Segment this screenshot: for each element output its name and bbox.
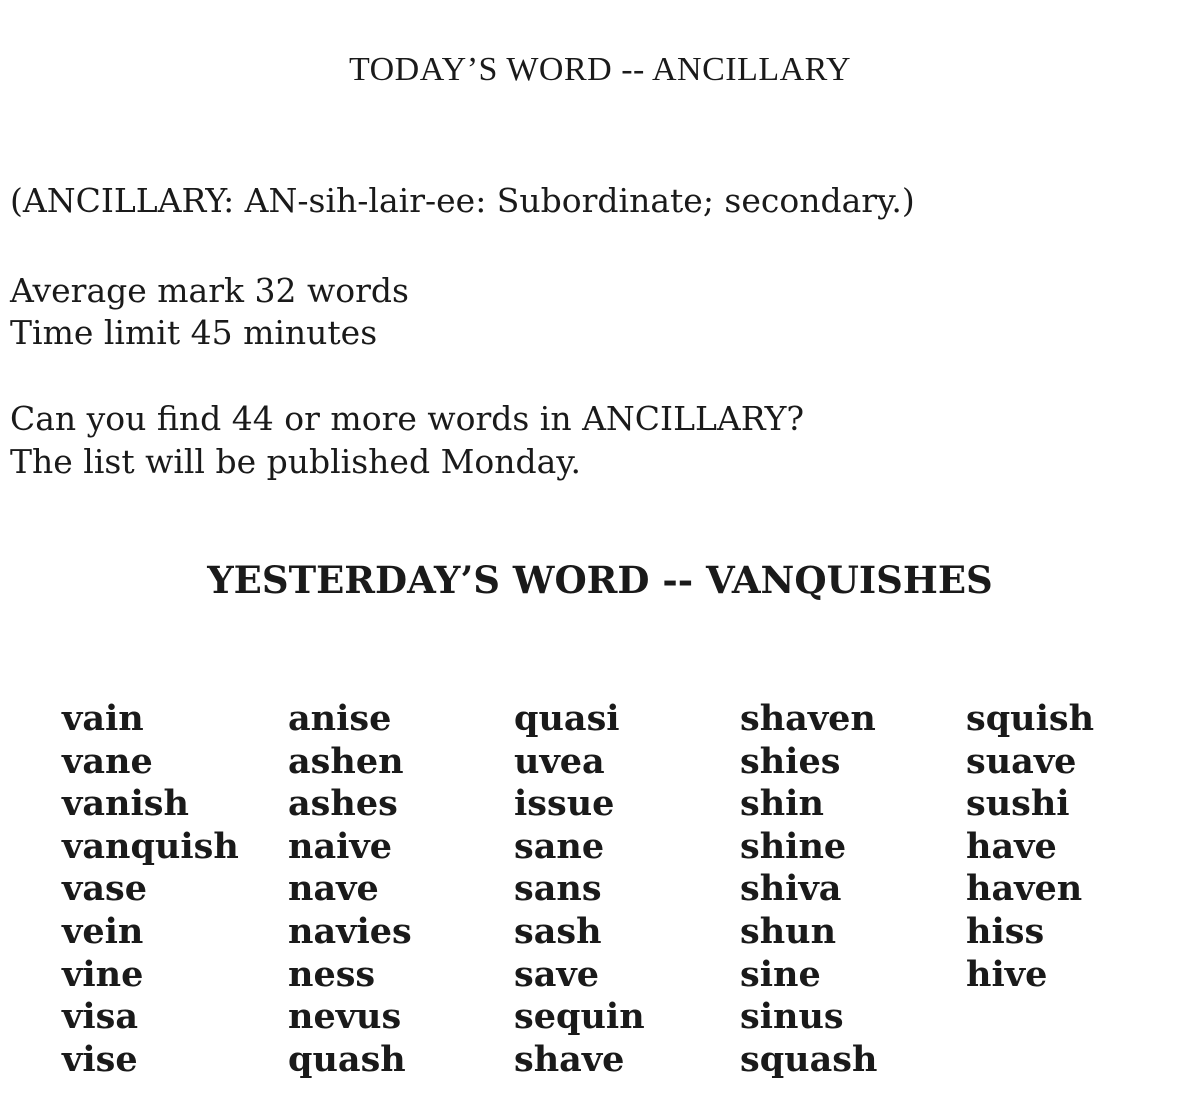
- puzzle-stats: [10, 270, 409, 354]
- list-item: vanquish: [62, 825, 239, 867]
- list-item: sushi: [966, 783, 1070, 825]
- list-item: quash: [288, 1038, 406, 1080]
- list-item: navies: [288, 910, 412, 952]
- word-list-grid: [62, 698, 1192, 1081]
- challenge-text: [10, 397, 804, 483]
- time-limit: Time limit 45 minutes: [10, 313, 378, 352]
- list-item: shave: [514, 1038, 625, 1080]
- list-item: squish: [966, 698, 1095, 739]
- list-item: shies: [740, 740, 841, 782]
- challenge-question: Can you find 44 or more words in ANCILLARY?: [10, 399, 805, 438]
- list-item: vase: [62, 868, 147, 910]
- list-item: shin: [740, 783, 824, 825]
- list-item: vein: [62, 910, 144, 952]
- list-item: sequin: [514, 996, 645, 1038]
- list-item: ness: [288, 953, 376, 995]
- list-item: vain: [62, 698, 144, 739]
- list-item: shaven: [740, 698, 876, 739]
- todays-word-title: TODAY’S WORD -- ANCILLARY: [348, 51, 852, 88]
- list-item: sans: [514, 868, 602, 910]
- publish-note: The list will be published Monday.: [10, 442, 582, 481]
- list-item: save: [514, 953, 599, 995]
- yesterdays-word-title: YESTERDAY’S WORD -- VANQUISHES: [207, 558, 993, 602]
- list-item: shine: [740, 825, 847, 867]
- list-item: vane: [62, 740, 153, 782]
- list-item: hiss: [966, 910, 1045, 952]
- word-column-3: [514, 698, 740, 1081]
- list-item: suave: [966, 740, 1077, 782]
- average-mark: Average mark 32 words: [10, 271, 409, 310]
- list-item: have: [966, 825, 1057, 867]
- list-item: visa: [62, 996, 139, 1038]
- list-item: shun: [740, 910, 837, 952]
- list-item: sine: [740, 953, 821, 995]
- word-column-4: [740, 698, 966, 1081]
- list-item: naive: [288, 825, 393, 867]
- list-item: vise: [62, 1038, 138, 1080]
- list-item: nevus: [288, 996, 402, 1038]
- list-item: sane: [514, 825, 605, 867]
- list-item: haven: [966, 868, 1083, 910]
- list-item: ashes: [288, 783, 398, 825]
- list-item: anise: [288, 698, 392, 739]
- word-column-2: [288, 698, 514, 1081]
- word-definition: (ANCILLARY: AN-sih-lair-ee: Subordinate; secondary.): [10, 181, 915, 220]
- list-item: ashen: [288, 740, 404, 782]
- list-item: vine: [62, 953, 144, 995]
- list-item: quasi: [514, 698, 620, 739]
- list-item: squash: [740, 1038, 878, 1080]
- list-item: issue: [514, 783, 615, 825]
- list-item: hive: [966, 953, 1048, 995]
- word-column-5: [966, 698, 1192, 1081]
- list-item: sinus: [740, 996, 844, 1038]
- list-item: shiva: [740, 868, 842, 910]
- list-item: nave: [288, 868, 379, 910]
- list-item: vanish: [62, 783, 189, 825]
- list-item: uvea: [514, 740, 605, 782]
- word-column-1: [62, 698, 288, 1081]
- list-item: sash: [514, 910, 602, 952]
